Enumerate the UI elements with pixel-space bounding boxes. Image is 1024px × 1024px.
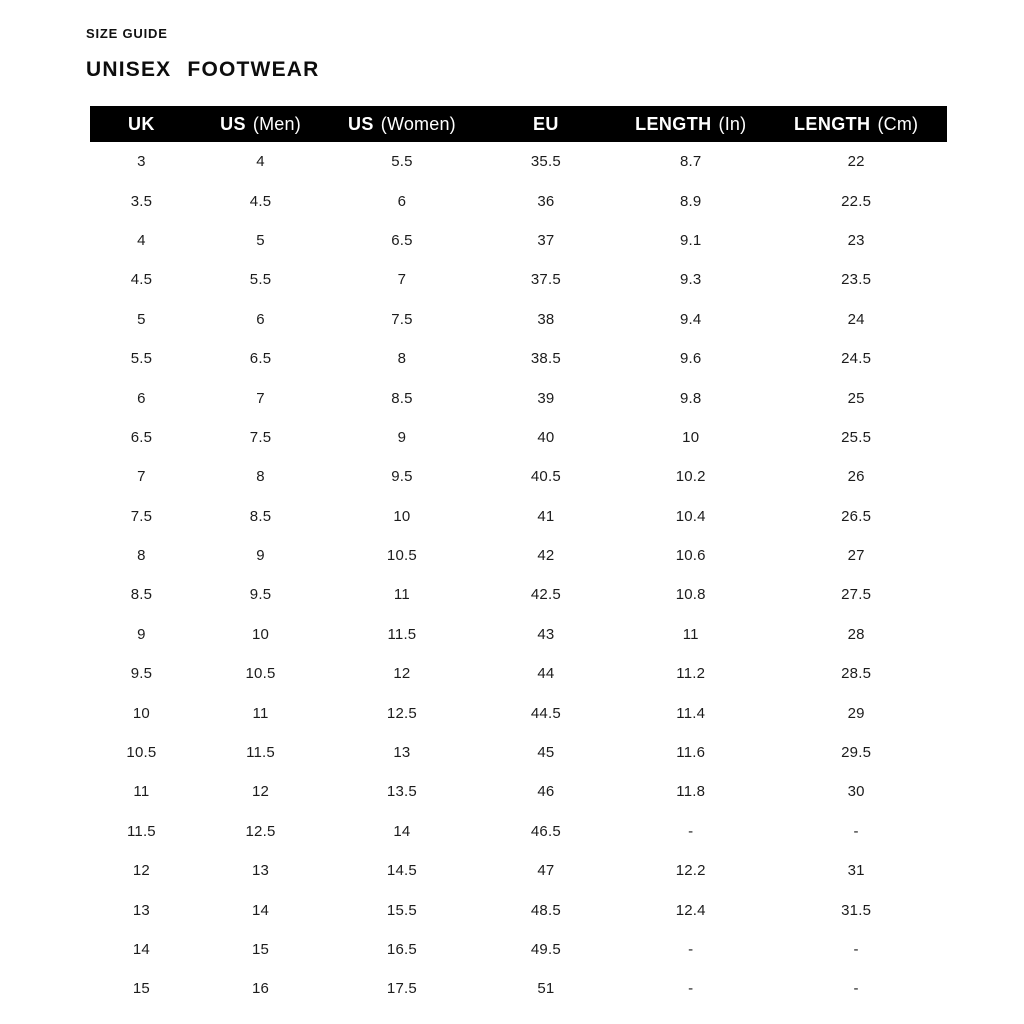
table-cell: 5 (256, 231, 265, 249)
table-cell: 5.5 (130, 350, 153, 368)
table-cell: 37 (537, 231, 555, 249)
table-cell: 7.5 (130, 507, 153, 525)
table-cell: 7.5 (249, 428, 272, 446)
page-title: UNISEX FOOTWEAR (86, 58, 320, 81)
table-cell: 46.5 (530, 822, 561, 840)
table-cell: - (688, 941, 694, 958)
table-cell: 9 (137, 625, 146, 643)
table-cell: - (688, 822, 694, 840)
table-cell: 23 (847, 231, 865, 249)
table-cell: 7 (256, 389, 265, 407)
table-cell: 25 (847, 389, 865, 407)
table-cell: 29 (847, 704, 865, 722)
table-cell: - (688, 980, 694, 998)
table-cell: - (853, 822, 859, 840)
table-cell: 38 (537, 310, 555, 328)
table-row (90, 733, 947, 772)
table-cell: 6 (137, 389, 146, 407)
table-cell: 11 (133, 783, 150, 801)
table-cell: 12 (132, 862, 150, 880)
table-row (90, 969, 947, 1008)
table-row (90, 457, 947, 496)
table-cell: 14 (132, 941, 150, 958)
table-row (90, 930, 947, 969)
table-cell: 11 (393, 586, 410, 604)
table-cell: 10 (251, 625, 270, 643)
table-cell: 5.5 (391, 153, 413, 171)
table-cell: 14 (393, 822, 411, 840)
table-cell: 41 (537, 507, 555, 525)
table-cell: 13.5 (386, 783, 417, 801)
table-row (90, 575, 947, 614)
table-row (90, 497, 947, 536)
table-row (90, 890, 947, 929)
table-cell: 8 (397, 350, 407, 368)
table-cell: 14.5 (386, 862, 417, 880)
table-cell: 10 (132, 704, 150, 722)
table-cell: 40.5 (530, 468, 561, 486)
table-cell: 16.5 (386, 941, 417, 958)
table-row (90, 536, 947, 575)
table-cell: 9.8 (679, 389, 702, 407)
table-cell: 27 (847, 547, 865, 565)
table-cell: 24.5 (841, 350, 872, 368)
table-cell: 39 (537, 389, 555, 407)
table-cell: 9.1 (679, 231, 702, 249)
table-cell: 40 (537, 428, 555, 446)
column-header-length-cm (765, 106, 947, 142)
table-cell: 31.5 (841, 901, 872, 919)
table-cell: 12.5 (245, 822, 276, 840)
table-cell: 9.3 (679, 271, 702, 289)
table-cell: 11.5 (126, 822, 156, 840)
table-cell: 10.5 (245, 665, 276, 683)
table-cell: 11.5 (246, 744, 275, 762)
table-cell: 4.5 (249, 192, 272, 210)
table-cell: 51 (537, 980, 555, 998)
table-cell: 11.5 (387, 625, 417, 643)
table-cell: 12.2 (675, 862, 706, 880)
table-cell: 15 (251, 941, 270, 958)
table-cell: 13 (132, 901, 150, 919)
table-cell: 26.5 (841, 507, 872, 525)
column-header-uk (90, 106, 193, 142)
table-cell: 8 (137, 547, 146, 565)
table-cell: 11.4 (676, 704, 706, 722)
table-row (90, 339, 947, 378)
table-cell: 4.5 (130, 271, 153, 289)
column-header-length-cm-sublabel: (Cm) (877, 113, 919, 134)
column-header-length-in-sublabel: (In) (718, 113, 747, 134)
table-cell: 8.5 (130, 586, 153, 604)
table-cell: 25.5 (841, 428, 872, 446)
column-header-eu-label: EU (532, 113, 559, 134)
table-cell: 6 (256, 310, 265, 328)
table-row (90, 142, 947, 181)
table-cell: 38.5 (530, 350, 561, 368)
column-header-uk-label: UK (128, 113, 155, 134)
size-table-header (90, 106, 947, 142)
table-cell: 28.5 (841, 665, 872, 683)
column-header-us-women-label: US (347, 113, 374, 134)
table-cell: 14 (251, 901, 270, 919)
table-cell: 10.5 (126, 744, 157, 762)
table-cell: 6 (397, 192, 407, 210)
table-cell: 23.5 (841, 271, 872, 289)
table-cell: 12.4 (675, 901, 706, 919)
table-cell: 12 (393, 665, 411, 683)
table-cell: 45 (537, 744, 555, 762)
table-cell: 5 (137, 310, 146, 328)
table-cell: 43 (537, 625, 555, 643)
table-cell: 16 (251, 980, 270, 998)
table-row (90, 378, 947, 417)
table-cell: 10 (682, 428, 700, 446)
table-cell: 49.5 (530, 941, 561, 958)
table-cell: 6.5 (391, 231, 413, 249)
table-cell: 24 (847, 310, 865, 328)
table-cell: 26 (847, 468, 865, 486)
size-table-body (90, 142, 947, 1009)
table-cell: 7 (137, 468, 146, 486)
table-cell: 44.5 (530, 704, 561, 722)
table-cell: 42.5 (530, 586, 561, 604)
table-cell: 3.5 (130, 192, 153, 210)
table-cell: 36 (537, 192, 555, 210)
table-cell: 12 (251, 783, 270, 801)
table-cell: 11.6 (676, 744, 706, 762)
table-cell: 6.5 (249, 350, 272, 368)
table-cell: 17.5 (386, 980, 417, 998)
table-cell: 37.5 (530, 271, 561, 289)
header-row (90, 106, 947, 142)
table-cell: 4 (256, 153, 265, 171)
column-header-us-men (193, 106, 328, 142)
table-cell: 28 (847, 625, 865, 643)
column-header-us-women (328, 106, 475, 142)
table-cell: 9.5 (391, 468, 413, 486)
column-header-us-men-label: US (220, 113, 246, 134)
table-cell: 11 (682, 625, 699, 643)
table-row (90, 300, 947, 339)
column-header-us-men-sublabel: (Men) (252, 113, 301, 134)
table-cell: - (853, 980, 859, 998)
table-row (90, 812, 947, 851)
table-cell: 15 (132, 980, 150, 998)
table-row (90, 654, 947, 693)
table-row (90, 221, 947, 260)
table-cell: 11 (252, 704, 269, 722)
column-header-length-in-label: LENGTH (635, 113, 712, 134)
table-cell: 3 (137, 153, 146, 171)
table-row (90, 693, 947, 732)
table-cell: 35.5 (530, 153, 561, 171)
table-cell: 10.8 (675, 586, 706, 604)
table-cell: 10.2 (675, 468, 706, 486)
table-row (90, 181, 947, 220)
table-cell: 42 (537, 547, 555, 565)
table-cell: 5.5 (249, 271, 272, 289)
table-cell: 8.5 (249, 507, 272, 525)
table-row (90, 851, 947, 890)
table-cell: 48.5 (530, 901, 561, 919)
table-cell: 44 (537, 665, 555, 683)
table-cell: 9 (256, 547, 265, 565)
table-cell: 4 (137, 231, 146, 249)
column-header-eu (476, 106, 617, 142)
table-cell: - (853, 941, 859, 958)
column-header-us-women-sublabel: (Women) (380, 113, 456, 134)
table-cell: 11.8 (676, 783, 706, 801)
table-row (90, 772, 947, 811)
table-cell: 8.9 (679, 192, 702, 210)
table-cell: 46 (537, 783, 555, 801)
size-guide-eyebrow: SIZE GUIDE (86, 26, 168, 41)
table-cell: 13 (393, 744, 411, 762)
table-cell: 9.4 (679, 310, 702, 328)
table-cell: 27.5 (841, 586, 872, 604)
table-cell: 22 (847, 153, 865, 171)
table-cell: 10.6 (675, 547, 706, 565)
table-cell: 8.7 (679, 153, 702, 171)
table-cell: 6.5 (130, 428, 153, 446)
table-row (90, 418, 947, 457)
table-cell: 9.5 (130, 665, 153, 683)
table-cell: 10 (393, 507, 411, 525)
table-cell: 15.5 (386, 901, 417, 919)
table-cell: 11.2 (676, 665, 706, 683)
table-cell: 7.5 (391, 310, 413, 328)
table-cell: 10.4 (675, 507, 706, 525)
table-cell: 29.5 (841, 744, 872, 762)
table-cell: 31 (847, 862, 865, 880)
table-row (90, 615, 947, 654)
table-cell: 22.5 (841, 192, 872, 210)
table-cell: 13 (251, 862, 270, 880)
table-cell: 10.5 (386, 547, 417, 565)
table-cell: 12.5 (386, 704, 417, 722)
table-cell: 8 (256, 468, 265, 486)
table-cell: 7 (397, 271, 407, 289)
table-cell: 9 (397, 428, 407, 446)
table-cell: 47 (537, 862, 555, 880)
table-cell: 30 (847, 783, 865, 801)
size-table (90, 106, 947, 1009)
table-cell: 9.5 (249, 586, 272, 604)
table-row (90, 260, 947, 299)
column-header-length-in (616, 106, 765, 142)
table-cell: 8.5 (391, 389, 413, 407)
table-cell: 9.6 (679, 350, 702, 368)
column-header-length-cm-label: LENGTH (794, 113, 871, 134)
